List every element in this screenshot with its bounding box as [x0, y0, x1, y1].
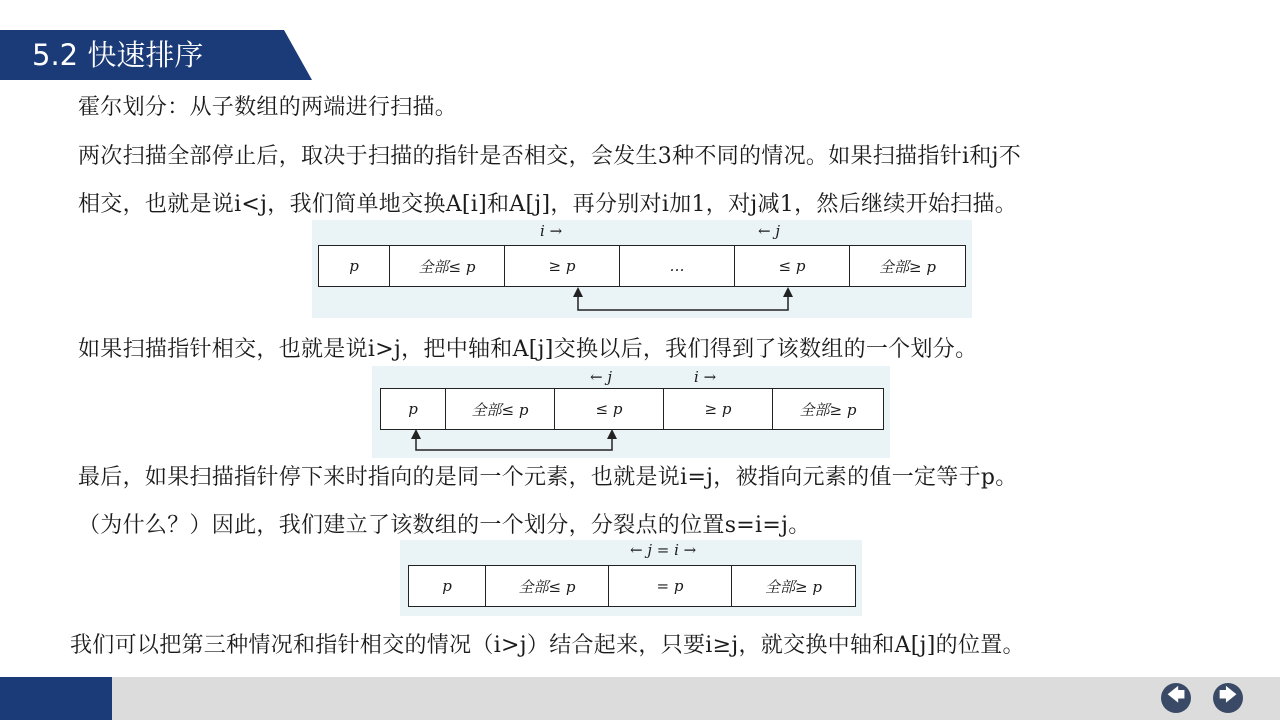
array-cell: ≥ p: [663, 389, 772, 429]
arrow-right-icon: 🡆: [1218, 685, 1238, 706]
array-cell: …: [619, 246, 734, 286]
diagram-crossed: [372, 366, 890, 458]
array-cell: p: [408, 400, 418, 418]
paragraph-scan-cases: 两次扫描全部停止后，取决于扫描的指针是否相交，会发生3种不同的情况。如果扫描指针i和j不: [78, 144, 1022, 169]
pointer-j-label: ← j: [590, 368, 612, 386]
footer-brand-block: [0, 677, 112, 720]
swap-arrow: [312, 220, 972, 318]
paragraph-crossed: 如果扫描指针相交，也就是说i>j，把中轴和A[j]交换以后，我们得到了该数组的一个划分。: [78, 337, 978, 362]
array-cell: = p: [608, 566, 731, 606]
array-cell: ≤ p: [734, 246, 849, 286]
array-cell: 全部≤ p: [485, 566, 608, 606]
array-cell: p: [442, 577, 452, 595]
array-cells: [408, 565, 856, 607]
array-cell: 全部≥ p: [731, 566, 855, 606]
footer-band: [0, 677, 1280, 720]
pointer-i-label: i →: [694, 368, 717, 386]
paragraph-why: （为什么？）因此，我们建立了该数组的一个划分，分裂点的位置s=i=j。: [78, 513, 811, 538]
array-cell: 全部≥ p: [772, 389, 883, 429]
diagram-equal: [400, 540, 862, 616]
diagram-not-crossed: [312, 220, 972, 318]
array-cell: ≤ p: [554, 389, 663, 429]
next-slide-button[interactable]: [1213, 683, 1243, 713]
prev-slide-button[interactable]: [1161, 683, 1191, 713]
slide-title: 5.2 快速排序: [32, 38, 204, 72]
array-cell: 全部≤ p: [389, 246, 504, 286]
pointer-ij-label: ← j = i →: [630, 541, 697, 559]
paragraph-hoare-intro: 霍尔划分：从子数组的两端进行扫描。: [78, 95, 458, 120]
array-cell: ≥ p: [504, 246, 619, 286]
paragraph-equal: 最后，如果扫描指针停下来时指向的是同一个元素，也就是说i=j，被指向元素的值一定等于p。: [78, 465, 1018, 490]
array-cell: 全部≥ p: [849, 246, 965, 286]
pointer-j-label: ← j: [758, 222, 780, 240]
pointer-i-label: i →: [540, 222, 563, 240]
arrow-left-icon: 🡄: [1166, 685, 1186, 706]
paragraph-combine: 我们可以把第三种情况和指针相交的情况（i>j）结合起来，只要i≥j，就交换中轴和A[j]的位置。: [70, 633, 1025, 658]
array-cell: p: [349, 257, 359, 275]
array-cell: 全部≤ p: [445, 389, 554, 429]
pivot-swap-arrow: [372, 366, 890, 458]
paragraph-not-crossed: 相交，也就是说i<j，我们简单地交换A[i]和A[j]，再分别对i加1，对j减1，然后继续开始扫描。: [78, 192, 1018, 217]
